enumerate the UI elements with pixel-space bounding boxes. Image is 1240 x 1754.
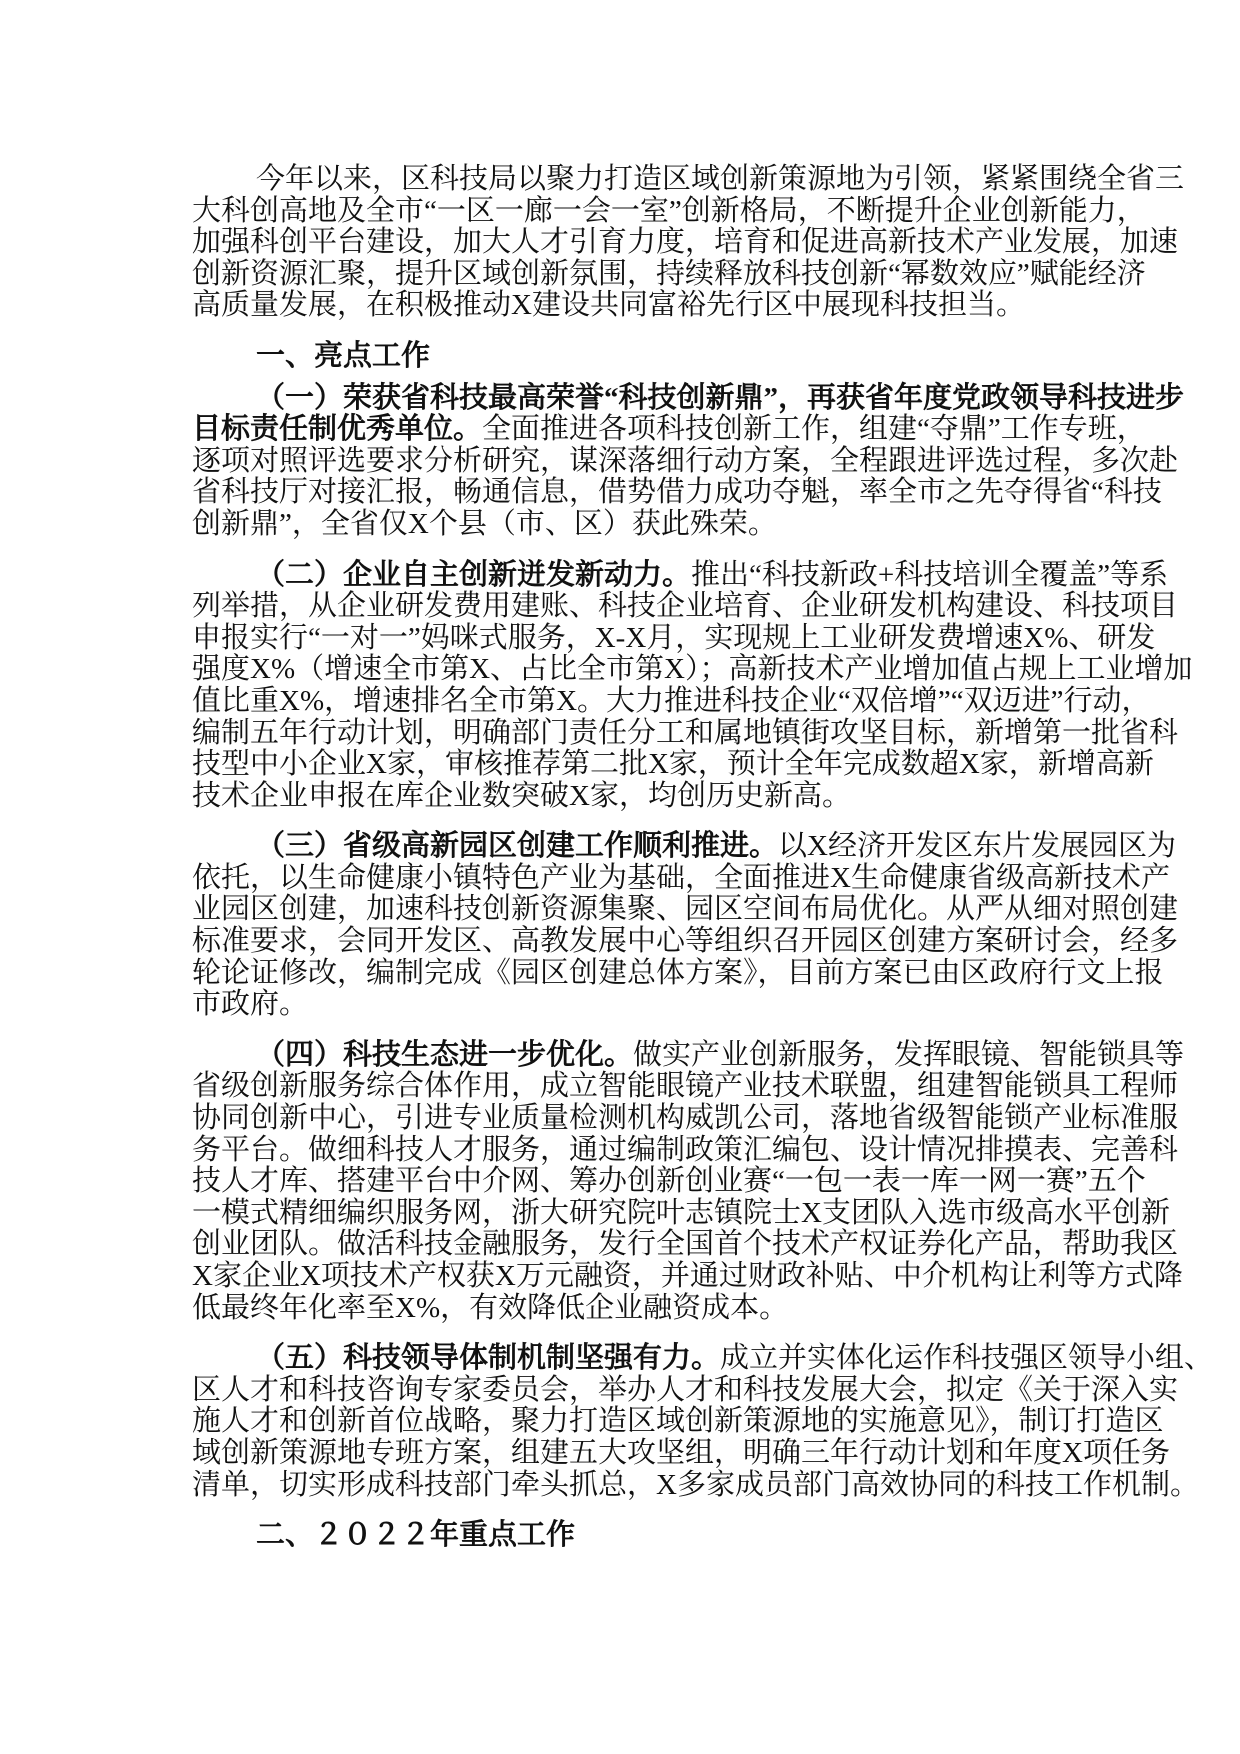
body-text: 逐项对照评选要求分析研究，谋深落细行动方案，全程跟进评选过程，多次赴 [192, 444, 1179, 477]
body-text: 务平台。做细科技人才服务，通过编制政策汇编包、设计情况排摸表、完善科 [192, 1133, 1179, 1166]
body-text: 加强科创平台建设，加大人才引育力度，培育和促进高新技术产业发展，加速 [192, 226, 1179, 259]
text-line [192, 257, 1146, 291]
text-line [192, 476, 1162, 509]
body-text: 技术企业申报在库企业数突破X家，均创历史新高。 [192, 779, 851, 812]
text-line [192, 590, 1179, 623]
text-line [192, 621, 1156, 655]
text-line [192, 290, 1064, 322]
body-text: 业园区创建，加速科技创新资源集聚、园区空间布局优化。从严从细对照创建 [192, 893, 1179, 926]
text-line [192, 781, 1064, 813]
body-text: 区人才和科技咨询专家委员会，举办人才和科技发展大会，拟定《关于深入实 [192, 1373, 1179, 1406]
text-line [192, 413, 1146, 446]
text-line [192, 1520, 1064, 1552]
text-line [192, 226, 1179, 259]
text-line [192, 861, 1170, 895]
text-line [192, 989, 1064, 1021]
bold-lead-text: （四）科技生态进一步优化。 [256, 1038, 634, 1071]
bold-lead-text: 一、亮点工作 [256, 339, 431, 372]
section-heading [192, 341, 1064, 373]
body-text: 技型中小企业X家，审核推荐第二批X家，预计全年完成数超X家，新增高新 [192, 748, 1154, 781]
body-text: 省科技厅对接汇报，畅通信息，借势借力成功夺魁，率全市之先夺得省“科技 [192, 476, 1162, 509]
body-text: 低最终年化率至X%，有效降低企业融资成本。 [192, 1291, 789, 1324]
text-line [192, 1436, 1170, 1470]
text-line [192, 1228, 1179, 1261]
text-line [192, 558, 1169, 592]
body-text: 轮论证修改，编制完成《园区创建总体方案》，目前方案已由区政府行文上报 [192, 956, 1164, 989]
body-text: 今年以来，区科技局以聚力打造区域创新策源地为引领，紧紧围绕全省三 [256, 163, 1185, 195]
text-line [192, 1196, 1170, 1230]
body-text: 强度X%（增速全市第X、占比全市第X）；高新技术产业增加值占规上工业增加 [192, 653, 1193, 686]
text-line [192, 1468, 1199, 1502]
body-text: 做实产业创新服务，发挥眼镜、智能锁具等 [633, 1038, 1185, 1071]
bold-lead-text: 目标责任制优秀单位。 [192, 413, 483, 446]
text-line [192, 1260, 1183, 1293]
body-text: 依托，以生命健康小镇特色产业为基础，全面推进X生命健康省级高新技术产 [192, 861, 1170, 894]
text-line [192, 163, 1185, 196]
bold-lead-text: （三）省级高新园区创建工作顺利推进。 [256, 830, 779, 863]
text-line [192, 684, 1151, 718]
body-text: 创业团队。做活科技金融服务，发行全国首个技术产权证券化产品，帮助我区 [192, 1228, 1179, 1261]
body-text: X家企业X项技术产权获X万元融资，并通过财政补贴、中介机构让利等方式降 [192, 1260, 1183, 1292]
text-line [192, 956, 1164, 990]
text-line [192, 1102, 1179, 1135]
section-heading [192, 1520, 1064, 1552]
body-text: 清单，切实形成科技部门牵头抓总，X多家成员部门高效协同的科技工作机制。 [192, 1468, 1199, 1501]
text-line [192, 1038, 1185, 1072]
body-paragraph [192, 1038, 1185, 1324]
body-paragraph [192, 558, 1193, 813]
body-text: 技人才库、搭建平台中介网、筹办创新创业赛“一包一表一库一网一赛”五个 [192, 1165, 1146, 1198]
body-text: 市政府。 [192, 988, 309, 1021]
text-line [192, 194, 1146, 228]
body-text: 申报实行“一对一”妈咪式服务，X-X月，实现规上工业研发费增速X%、研发 [192, 621, 1156, 654]
text-line [192, 509, 1064, 541]
body-text: 创新鼎”，全省仅X个县（市、区）获此殊荣。 [192, 507, 777, 540]
text-line [192, 830, 1176, 863]
text-line [192, 1342, 1214, 1375]
text-line [192, 716, 1179, 750]
body-text: 施人才和创新首位战略，聚力打造区域创新策源地的实施意见》，制订打造区 [192, 1405, 1164, 1438]
body-text: 协同创新中心，引进专业质量检测机构威凯公司，落地省级智能锁产业标准服 [192, 1102, 1179, 1135]
body-text: 高质量发展，在积极推动X建设共同富裕先行区中展现科技担当。 [192, 289, 1025, 322]
body-text: 域创新策源地专班方案，组建五大攻坚组，明确三年行动计划和年度X项任务 [192, 1436, 1170, 1469]
text-line [192, 1405, 1164, 1438]
text-line [192, 748, 1154, 781]
body-text: 省级创新服务综合体作用，成立智能眼镜产业技术联盟，组建智能锁具工程师 [192, 1070, 1179, 1103]
body-paragraph [192, 1342, 1214, 1501]
text-line [192, 653, 1193, 686]
text-line [192, 381, 1185, 415]
text-line [192, 341, 1064, 373]
bold-lead-text: （一）荣获省科技最高荣誉“科技创新鼎”，再获省年度党政领导科技进步 [256, 381, 1185, 414]
text-line [192, 444, 1179, 478]
document-page [192, 163, 1214, 1552]
text-line [192, 1293, 1064, 1325]
bold-lead-text: 二、２０２２年重点工作 [256, 1519, 576, 1552]
text-line [192, 925, 1179, 958]
body-text: 推出“科技新政+科技培训全覆盖”等系 [691, 558, 1169, 591]
bold-lead-text: （二）企业自主创新迸发新动力。 [256, 558, 692, 591]
body-text: 标准要求，会同开发区、高教发展中心等组织召开园区创建方案研讨会，经多 [192, 925, 1179, 958]
body-text: 全面推进各项科技创新工作，组建“夺鼎”工作专班， [482, 413, 1146, 446]
body-paragraph [192, 163, 1185, 322]
text-line [192, 1070, 1179, 1103]
text-line [192, 1373, 1179, 1407]
text-line [192, 1133, 1179, 1167]
body-paragraph [192, 381, 1185, 541]
body-text: 列举措，从企业研发费用建账、科技企业培育、企业研发机构建设、科技项目 [192, 590, 1179, 623]
text-line [192, 893, 1179, 926]
body-text: 一模式精细编织服务网，浙大研究院叶志镇院士X支团队入选市级高水平创新 [192, 1196, 1170, 1229]
text-line [192, 1165, 1146, 1198]
bold-lead-text: （五）科技领导体制机制坚强有力。 [256, 1342, 721, 1375]
body-text: 成立并实体化运作科技强区领导小组、 [720, 1342, 1214, 1375]
body-text: 编制五年行动计划，明确部门责任分工和属地镇街攻坚目标，新增第一批省科 [192, 716, 1179, 749]
body-text: 创新资源汇聚，提升区域创新氛围，持续释放科技创新“幂数效应”赋能经济 [192, 257, 1146, 290]
body-text: 值比重X%，增速排名全市第X。大力推进科技企业“双倍增”“双迈进”行动， [192, 684, 1151, 717]
body-text: 大科创高地及全市“一区一廊一会一室”创新格局，不断提升企业创新能力， [192, 194, 1146, 227]
body-text: 以X经济开发区东片发展园区为 [778, 830, 1176, 863]
body-paragraph [192, 830, 1179, 1021]
